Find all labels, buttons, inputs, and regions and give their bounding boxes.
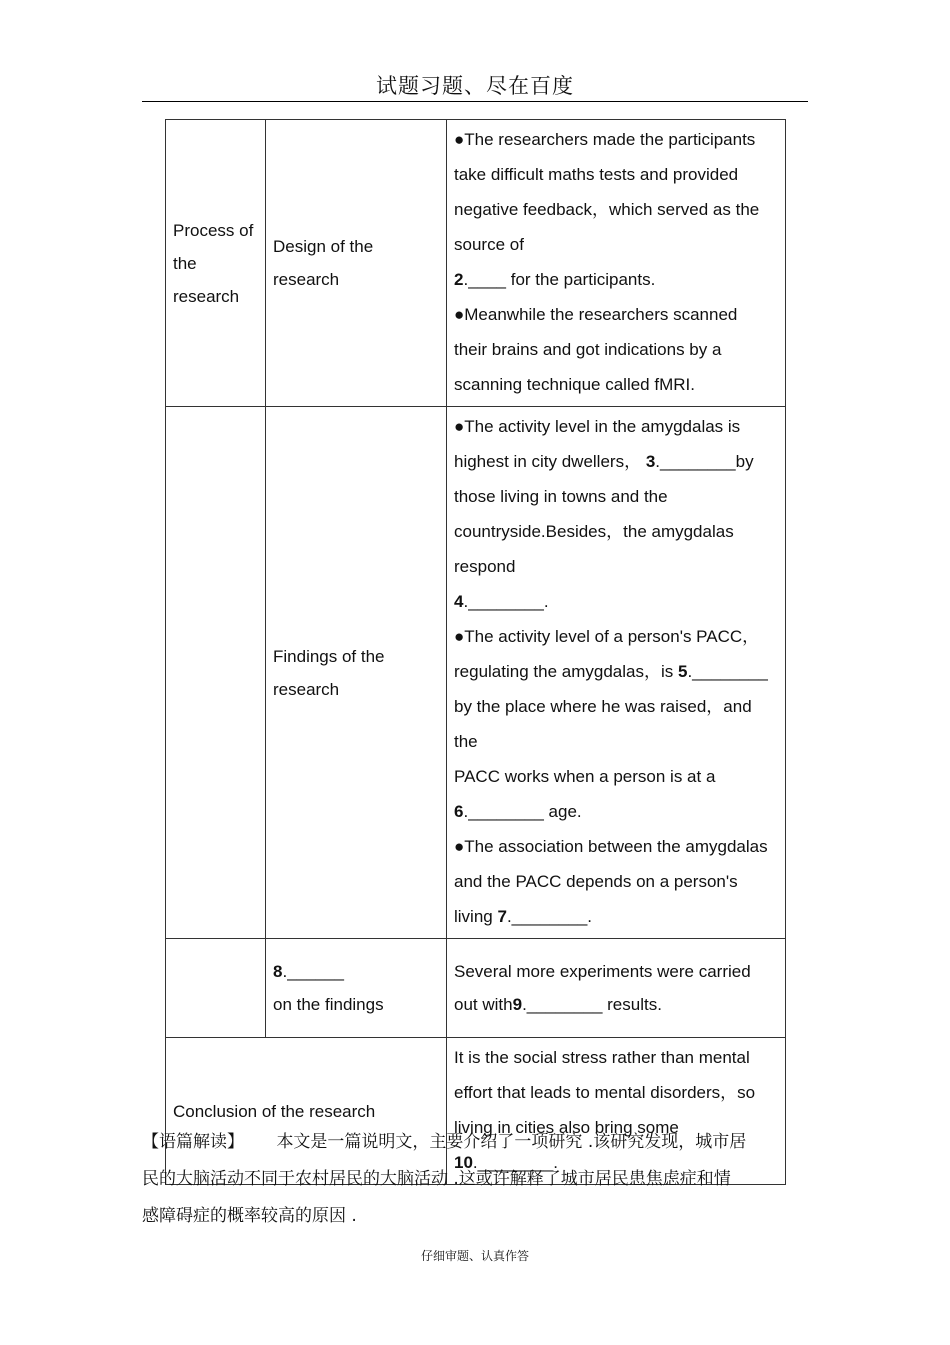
content-text: highest in city dwellers，: [454, 452, 642, 471]
blank-number: 7: [497, 907, 507, 926]
content-line: living in cities also bring some: [454, 1118, 679, 1137]
interpretation-label: 【语篇解读】: [142, 1132, 244, 1152]
content-line: ●The researchers made the participants: [454, 130, 756, 149]
content-line: ●Meanwhile the researchers scanned: [454, 305, 738, 324]
content-line: effort that leads to mental disorders，so: [454, 1083, 756, 1102]
blank-number: 5: [677, 662, 688, 681]
interpretation-line: [142, 1124, 810, 1161]
content-cell: [447, 120, 786, 407]
blank-number: 6: [454, 802, 464, 821]
content-line: ●The association between the amygdalas: [454, 837, 768, 856]
content-line: those living in towns and the: [454, 487, 668, 506]
section-cell: [166, 939, 266, 1038]
blank-line: [454, 262, 779, 297]
table-row: [166, 120, 786, 407]
section-cell: [166, 120, 266, 407]
content-line: Several more experiments were carried: [454, 962, 751, 981]
interpretation-line: 感障碍症的概率较高的原因 .: [142, 1206, 357, 1226]
blank-number: 3: [645, 452, 656, 471]
interpretation-line: 民的大脑活动不同于农村居民的大脑活动 .这或许解释了城市居民患焦虑症和情: [142, 1169, 731, 1189]
research-outline-table: [165, 119, 786, 1185]
content-line: scanning technique called fMRI.: [454, 375, 695, 394]
content-line: [454, 899, 779, 934]
content-line: by the place where he was raised，and the: [454, 697, 752, 751]
content-line: ●The activity level in the amygdalas is: [454, 417, 741, 436]
page-header-title: 试题习题、尽在百度: [376, 74, 574, 98]
blank-field: .________ results.: [522, 995, 662, 1014]
content-line: It is the social stress rather than mental: [454, 1048, 750, 1067]
content-text: out with: [454, 995, 513, 1014]
content-line: ●The activity level of a person's PACC，: [454, 627, 760, 646]
blank-number: 9: [512, 995, 523, 1014]
blank-field: .________.: [472, 1153, 559, 1172]
blank-number: 4: [454, 592, 464, 611]
blank-field: .____ for the participants.: [463, 270, 656, 289]
content-text: regulating the amygdalas，is: [454, 662, 678, 681]
content-line: take difficult maths tests and provided: [454, 165, 739, 184]
page-footer: 仔细审题、认真作答: [420, 1249, 529, 1263]
content-cell: [447, 407, 786, 939]
content-line: countryside.Besides，the amygdalas: [454, 522, 734, 541]
item-label: Findings of the research: [273, 646, 385, 699]
table-row: [166, 939, 786, 1038]
content-line: source of: [454, 235, 524, 254]
content-line: respond: [454, 557, 516, 576]
content-line: negative feedback，which served as the: [454, 200, 760, 219]
blank-line: [454, 584, 779, 619]
header-divider: [142, 101, 808, 102]
content-line: [454, 444, 779, 479]
section-cell: [166, 407, 266, 939]
content-line: and the PACC depends on a person's: [454, 872, 738, 891]
content-text: living: [454, 907, 498, 926]
blank-field: .________by: [655, 452, 754, 471]
item-label: Design of the research: [273, 237, 374, 289]
item-label: [273, 955, 440, 1021]
section-label: Process of the research: [173, 220, 254, 306]
section-label: Conclusion of the research: [173, 1101, 376, 1121]
item-cell: [266, 407, 447, 939]
content-line: [454, 654, 779, 689]
content-line: [454, 988, 779, 1021]
blank-number: 10: [454, 1153, 473, 1172]
content-line: PACC works when a person is at a: [454, 767, 716, 786]
blank-field: .________.: [463, 592, 549, 611]
blank-line: [454, 794, 779, 829]
blank-field: .______: [282, 962, 344, 981]
table-row: [166, 407, 786, 939]
blank-number: 2: [454, 270, 464, 289]
blank-field: .________.: [506, 907, 593, 926]
content-line: their brains and got indications by a: [454, 340, 722, 359]
content-cell: [447, 939, 786, 1038]
blank-number: 8: [273, 962, 283, 981]
item-text: on the findings: [273, 995, 384, 1014]
blank-field: .________ age.: [463, 802, 582, 821]
blank-field: .________: [687, 662, 768, 681]
passage-interpretation: [142, 1124, 810, 1235]
item-cell: [266, 120, 447, 407]
item-cell: [266, 939, 447, 1038]
interpretation-text: 本文是一篇说明文，主要介绍了一项研究 .该研究发现，城市居: [276, 1132, 747, 1152]
